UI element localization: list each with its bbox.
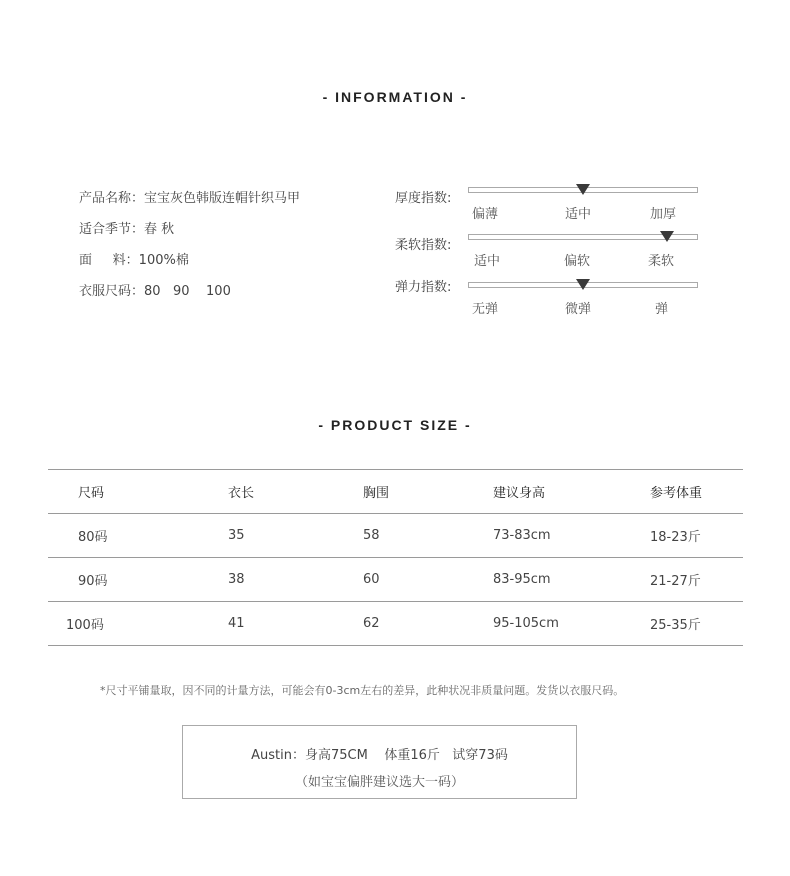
gauge-marker-softness: [660, 231, 674, 242]
gauge-label-elasticity: 弹力指数:: [395, 280, 452, 295]
gauge-tick: 无弹: [472, 302, 499, 317]
gauge-tick: 适中: [565, 207, 592, 222]
gauge-tick: 弹: [655, 302, 669, 317]
size-table: [48, 469, 743, 646]
info-label: 适合季节：: [79, 222, 145, 237]
model-fit-advice: （如宝宝偏胖建议选大一码）: [294, 775, 464, 790]
table-row: [48, 602, 743, 646]
info-row-material: [79, 249, 189, 268]
gauge-tick: 微弹: [565, 302, 592, 317]
gauge-marker-thickness: [576, 184, 590, 195]
info-row-sizes: [79, 280, 231, 299]
table-header-cell: 尺码: [48, 470, 228, 514]
table-header-cell: 建议身高: [493, 470, 650, 514]
table-row: [48, 514, 743, 558]
info-row-season: [79, 218, 174, 237]
info-label: 衣服尺码：: [79, 284, 145, 299]
gauge-tick: 柔软: [648, 254, 675, 269]
table-cell: 35: [228, 514, 363, 558]
gauge-tick: 偏软: [564, 254, 591, 269]
info-value: 80 90 100: [144, 284, 231, 299]
gauge-track-thickness: [468, 187, 698, 193]
gauge-track-softness: [468, 234, 698, 240]
table-header-row: [48, 470, 743, 514]
info-value: 宝宝灰色韩版连帽针织马甲: [144, 191, 301, 206]
table-cell: 41: [228, 602, 363, 646]
gauge-label-thickness: 厚度指数:: [395, 191, 452, 206]
table-header-cell: 参考体重: [650, 470, 743, 514]
table-cell: 73-83cm: [493, 514, 650, 558]
model-fit-line: Austin：身高75CM 体重16斤 试穿73码: [251, 748, 508, 763]
info-label: 产品名称：: [79, 191, 145, 206]
gauge-label-softness: 柔软指数:: [395, 238, 452, 253]
table-cell: 18-23斤: [650, 514, 743, 558]
info-row-product-name: [79, 187, 300, 206]
gauge-track-elasticity: [468, 282, 698, 288]
table-row: [48, 558, 743, 602]
table-cell: 21-27斤: [650, 558, 743, 602]
gauge-marker-elasticity: [576, 279, 590, 290]
model-fit-box: [182, 725, 577, 799]
table-cell: 80码: [48, 514, 228, 558]
table-cell: 60: [363, 558, 493, 602]
table-cell: 38: [228, 558, 363, 602]
table-cell: 62: [363, 602, 493, 646]
table-cell: 83-95cm: [493, 558, 650, 602]
info-value: 100%棉: [138, 253, 189, 268]
table-cell: 95-105cm: [493, 602, 650, 646]
info-label: 面 料：: [79, 253, 139, 268]
table-cell: 58: [363, 514, 493, 558]
measurement-note: *尺寸平铺量取，因不同的计量方法，可能会有0-3cm左右的差异，此种状况非质量问题。发货以衣服尺码。: [100, 684, 625, 697]
table-cell: 90码: [48, 558, 228, 602]
table-cell: 25-35斤: [650, 602, 743, 646]
table-header-cell: 衣长: [228, 470, 363, 514]
gauge-tick: 偏薄: [472, 207, 499, 222]
gauge-tick: 适中: [474, 254, 501, 269]
gauge-tick: 加厚: [650, 207, 677, 222]
product-size-title: - PRODUCT SIZE -: [318, 417, 472, 433]
info-value: 春 秋: [144, 222, 175, 237]
table-cell: 100码: [48, 602, 228, 646]
table-header-cell: 胸围: [363, 470, 493, 514]
information-title: - INFORMATION -: [322, 89, 468, 105]
